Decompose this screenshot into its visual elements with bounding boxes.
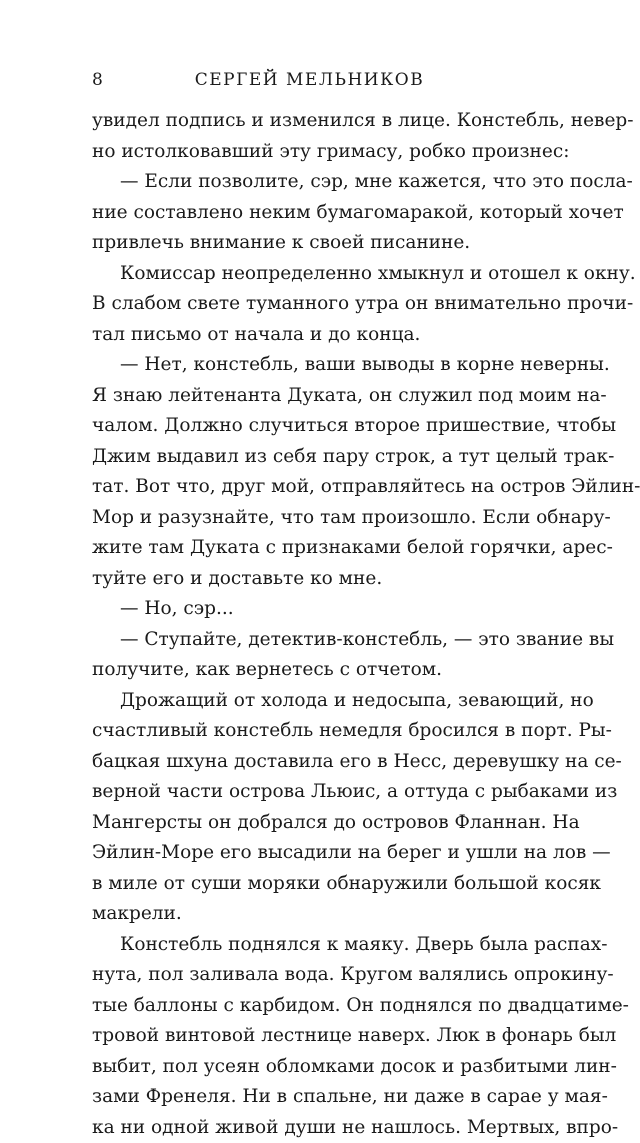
text-line: тровой винтовой лестнице наверх. Люк в фонарь был	[92, 1021, 527, 1052]
text-line: В слабом свете туманного утра он внимательно прочи-	[92, 289, 527, 320]
text-line: Мор и разузнайте, что там произошло. Если обнару-	[92, 503, 527, 534]
text-line: нута, пол заливала вода. Кругом валялись опрокину-	[92, 960, 527, 991]
text-line: Мангерсты он добрался до островов Фланнан. На	[92, 808, 527, 839]
text-line: ка ни одной живой души не нашлось. Мертвых, впро-	[92, 1113, 527, 1143]
text-line: Комиссар неопределенно хмыкнул и отошел к окну.	[92, 259, 527, 290]
text-line: Дрожащий от холода и недосыпа, зевающий, но	[92, 686, 527, 717]
text-line: Я знаю лейтенанта Дуката, он служил под моим на-	[92, 381, 527, 412]
text-line: чалом. Должно случиться второе пришествие, чтобы	[92, 411, 527, 442]
body-text	[92, 106, 527, 1143]
text-line: — Ступайте, детектив-констебль, — это звание вы	[92, 625, 527, 656]
text-line: Джим выдавил из себя пару строк, а тут целый трак-	[92, 442, 527, 473]
running-header	[92, 70, 527, 94]
text-line: но истолковавший эту гримасу, робко произнес:	[92, 137, 527, 168]
text-line: в миле от суши моряки обнаружили большой косяк	[92, 869, 527, 900]
text-line: — Нет, констебль, ваши выводы в корне неверны.	[92, 350, 527, 381]
text-line: — Если позволите, сэр, мне кажется, что это посла-	[92, 167, 527, 198]
text-line: привлечь внимание к своей писанине.	[92, 228, 527, 259]
text-line: макрели.	[92, 899, 527, 930]
text-line: жите там Дуката с признаками белой горячки, арес-	[92, 533, 527, 564]
text-line: туйте его и доставьте ко мне.	[92, 564, 527, 595]
text-line: Эйлин-Море его высадили на берег и ушли на лов —	[92, 838, 527, 869]
text-line: бацкая шхуна доставила его в Несс, деревушку на се-	[92, 747, 527, 778]
text-line: Констебль поднялся к маяку. Дверь была распах-	[92, 930, 527, 961]
text-line: ние составлено неким бумагомаракой, который хочет	[92, 198, 527, 229]
text-line: счастливый констебль немедля бросился в порт. Ры-	[92, 716, 527, 747]
text-line: тал письмо от начала и до конца.	[92, 320, 527, 351]
text-line: — Но, сэр...	[92, 594, 527, 625]
text-line: получите, как вернетесь с отчетом.	[92, 655, 527, 686]
text-line: зами Френеля. Ни в спальне, ни даже в сарае у мая-	[92, 1082, 527, 1113]
text-line: верной части острова Льюис, а оттуда с рыбаками из	[92, 777, 527, 808]
text-line: тат. Вот что, друг мой, отправляйтесь на остров Эйлин-	[92, 472, 527, 503]
text-line: тые баллоны с карбидом. Он поднялся по двадцатиме-	[92, 991, 527, 1022]
text-line: увидел подпись и изменился в лице. Констебль, невер-	[92, 106, 527, 137]
page-number: 8	[92, 70, 104, 90]
text-line: выбит, пол усеян обломками досок и разбитыми лин-	[92, 1052, 527, 1083]
running-title: СЕРГЕЙ МЕЛЬНИКОВ	[92, 70, 527, 90]
